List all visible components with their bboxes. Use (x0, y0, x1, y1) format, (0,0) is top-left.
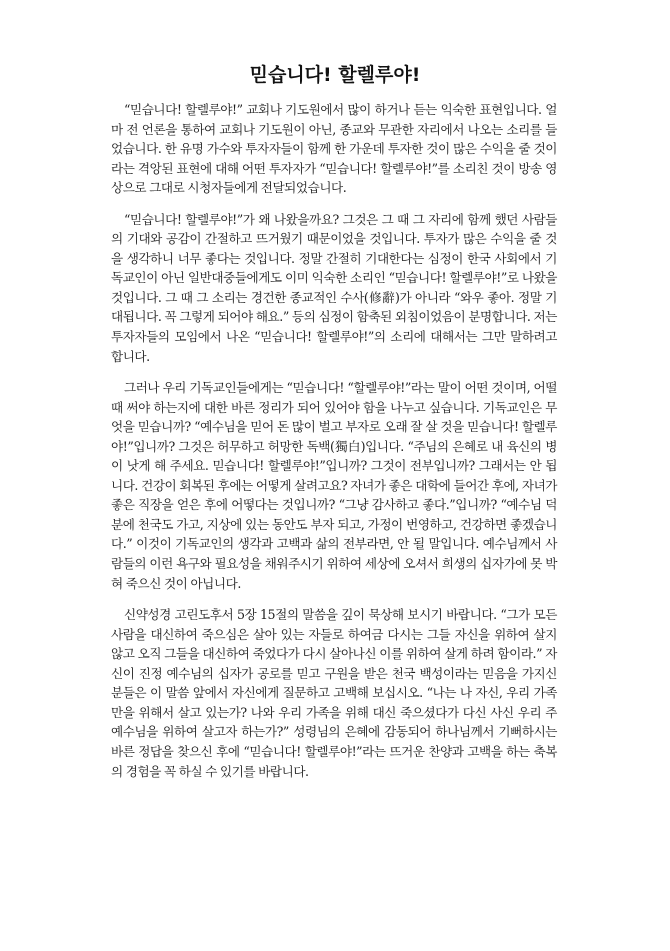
document-body (111, 100, 557, 793)
paragraph-4: 신약성경 고린도후서 5장 15절의 말씀을 깊이 묵상해 보시기 바랍니다. “그가 모든 사람을 대신하여 죽으심은 살아 있는 자들로 하여금 다시는 그들 자신을 위하여 살지 않고 오직 그들을 대신하여 죽었다가 다시 살아나신 이를 위하여 살게 하려 함이라.” 자신이 진정 예수님의 십자가 공로를 믿고 구원을 받은 천국 백성이라는 믿음을 가지신 분들은 이 말씀 앞에서 자신에게 질문하고 고백해 보십시오. “나는 나 자신, 우리 가족만을 위해서 살고 있는가? 나와 우리 가족을 위해 대신 죽으셨다가 다신 사신 우리 주 예수님을 위하여 살고자 하는가?” 성령님의 은혜에 감동되어 하나님께서 기뻐하시는 바른 정답을 찾으신 후에 “믿습니다! 할렐루야!”라는 뜨거운 찬양과 고백을 하는 축복의 경험을 꼭 하실 수 있기를 바랍니다. (111, 607, 557, 779)
document-title: 믿습니다! 할렐루야! (249, 64, 421, 86)
paragraph-1: “믿습니다! 할렐루야!” 교회나 기도원에서 많이 하거나 듣는 익숙한 표현입니다. 얼마 전 언론을 통하여 교회나 기도원이 아닌, 종교와 무관한 자리에서 나오는 소리를 들었습니다. 한 유명 가수와 투자자들이 함께 한 가운데 투자한 것이 많은 수익을 줄 것이라는 격앙된 표현에 대해 어떤 투자자가 “믿습니다! 할렐루야!”를 소리친 것이 방송 영상으로 그대로 시청자들에게 전달되었습니다. (111, 102, 557, 196)
paragraph-3: 그러나 우리 기독교인들에게는 “믿습니다! “할렐루야!”라는 말이 어떤 것이며, 어떨 때 써야 하는지에 대한 바른 정리가 되어 있어야 함을 나누고 싶습니다. 기독교인은 무엇을 믿습니까? “예수님을 믿어 돈 많이 벌고 부자로 오래 잘 살 것을 믿습니다! 할렐루야!”입니까? 그것은 허무하고 허망한 독백(獨白)입니다. “주님의 은혜로 내 육신의 병이 낫게 해 주세요. 믿습니다! 할렐루야!”입니까? 그것이 전부입니까? 그래서는 안 됩니다. 건강이 회복된 후에는 어떻게 살려고요? 자녀가 좋은 대학에 들어간 후에, 자녀가 좋은 직장을 얻은 후에 어떻다는 것입니까? “그냥 감사하고 좋다.”입니까? “예수님 덕분에 천국도 가고, 지상에 있는 동안도 부자 되고, 가정이 번영하고, 건강하면 좋겠습니다.” 이것이 기독교인의 생각과 고백과 삶의 전부라면, 안 될 말입니다. 예수님께서 사람들의 이런 욕구와 필요성을 채워주시기 위하여 세상에 오셔서 희생의 십자가에 못 박혀 죽으신 것이 아닙니다. (111, 380, 557, 591)
paragraph-2: “믿습니다! 할렐루야!”가 왜 나왔을까요? 그것은 그 때 그 자리에 함께 했던 사람들의 기대와 공감이 간절하고 뜨거웠기 때문이었을 것입니다. 투자가 많은 수익을 줄 것을 생각하니 너무 좋다는 것입니다. 정말 간절히 기대한다는 심정이 한국 사회에서 기독교인이 아닌 일반대중들에게도 이미 익숙한 소리인 “믿습니다! 할렐루야!”로 나왔을 것입니다. 그 때 그 소리는 경건한 종교적인 수사(修辭)가 아니라 “와우 좋아. 정말 기대됩니다. 꼭 그렇게 되어야 해요.” 등의 심정이 함축된 외침이었음이 분명합니다. 저는 투자자들의 모임에서 나온 “믿습니다! 할렐루야!”의 소리에 대해서는 그만 말하려고 합니다. (111, 211, 557, 364)
